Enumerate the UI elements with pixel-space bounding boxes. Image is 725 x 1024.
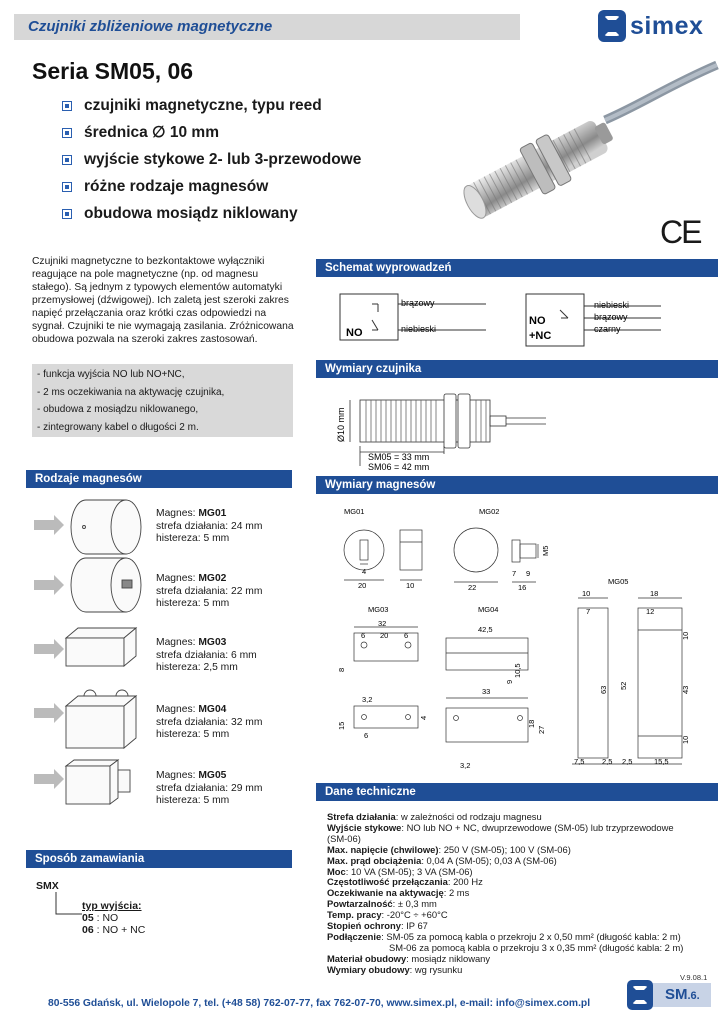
wire-label: niebieski bbox=[401, 324, 437, 334]
magnet-mg04-info: Magnes: MG04 strefa działania: 32 mm histereza: 5 mm bbox=[156, 704, 263, 740]
dimension-label: 10 bbox=[582, 589, 591, 598]
bullet-icon bbox=[62, 155, 72, 165]
order-field-label: typ wyjścia: bbox=[82, 900, 142, 912]
spec-row: Wymiary obudowy: wg rysunku bbox=[327, 963, 463, 975]
order-option: 06 : NO + NC bbox=[82, 924, 146, 936]
bullet-icon bbox=[62, 182, 72, 192]
dimension-label: 7 bbox=[586, 607, 591, 616]
simex-logo-icon bbox=[598, 10, 626, 42]
dimension-label: 42,5 bbox=[478, 625, 493, 634]
dimension-label: 22 bbox=[468, 583, 477, 592]
dimension-label: 10 bbox=[681, 631, 690, 640]
dimension-label: 9 bbox=[505, 679, 514, 684]
highlight-item: - obudowa z mosiądzu niklowanego, bbox=[37, 404, 199, 415]
spec-row: Strefa działania: w zależności od rodzaju magnesu bbox=[327, 811, 542, 822]
intro-text: Czujniki magnetyczne to bezkontaktowe wyłączniki reagujące na pole magnetyczne (np. od magnesu stałego). Są jednym z typowych elementów automatyki przemysłowej (dźwigowej). Ich zaletą jest szeroki zakres napięć przełączania oraz krótki czas odpowiedzi na sygnał. Czujniki te nie wymagają zasilania. Zróżnicowana obudowa pozwala na szeroki zakres zastosowań. bbox=[32, 256, 294, 345]
spec-row: Powtarzalność: ± 0,3 mm bbox=[327, 898, 437, 910]
bullet-icon bbox=[62, 209, 72, 219]
dimension-label: 43 bbox=[681, 685, 690, 694]
wire-label: czarny bbox=[594, 324, 621, 334]
dimension-label: 20 bbox=[358, 581, 367, 590]
magnet-illustrations bbox=[26, 498, 156, 808]
dimension-label: 2,5 bbox=[602, 757, 613, 766]
bullet-icon bbox=[62, 128, 72, 138]
ce-mark: CE bbox=[660, 214, 701, 250]
spec-row: Max. napięcie (chwilowe): 250 V (SM-05); 100 V (SM-06) bbox=[327, 843, 571, 855]
magnet-name: MG05 bbox=[198, 770, 227, 781]
dimension-label: 63 bbox=[599, 685, 608, 694]
magnet-mg03-info: Magnes: MG03 strefa działania: 6 mm histereza: 2,5 mm bbox=[156, 637, 257, 673]
spec-row: Moc: 10 VA (SM-05); 3 VA (SM-06) bbox=[327, 865, 473, 877]
magnet-name: MG04 bbox=[198, 704, 227, 715]
order-code-root: SMX bbox=[36, 880, 59, 892]
dimension-label: 18 bbox=[650, 589, 659, 598]
magnet-dimension-drawings bbox=[316, 498, 718, 774]
dimension-label: M5 bbox=[541, 545, 550, 556]
magnet-mg01-info: Magnes: MG01 strefa działania: 24 mm histereza: 5 mm bbox=[156, 508, 263, 544]
spec-row: Częstotliwość przełączania: 200 Hz bbox=[327, 876, 483, 888]
nc-label: +NC bbox=[529, 330, 552, 342]
header-bar bbox=[14, 14, 520, 40]
tech-specs bbox=[327, 812, 719, 976]
dimension-label: 27 bbox=[537, 725, 546, 734]
dimension-label: MG02 bbox=[479, 507, 500, 516]
dimension-label: 9 bbox=[526, 569, 531, 578]
section-magnet-dims-header: Wymiary magnesów bbox=[316, 476, 718, 494]
sensor-dimension-drawing bbox=[316, 382, 718, 474]
spec-row: Temp. pracy: -20°C ÷ +60°C bbox=[327, 909, 448, 921]
spec-row: Podłączenie: SM-05 za pomocą kabla o przekroju 2 x 0,50 mm² (długość kabla: 2 m) bbox=[327, 930, 681, 942]
dimension-label: 6 bbox=[361, 631, 366, 640]
dimension-label: 12 bbox=[646, 607, 655, 616]
dimension-label: 3,2 bbox=[362, 695, 373, 704]
category-title: Czujniki zbliżeniowe magnetyczne bbox=[28, 18, 273, 35]
dimension-label: 6 bbox=[364, 731, 369, 740]
magnet-name: MG02 bbox=[198, 573, 227, 584]
feature-item: wyjście stykowe 2- lub 3-przewodowe bbox=[62, 146, 361, 173]
wire-label: brązowy bbox=[401, 298, 435, 308]
dimension-label: 3,2 bbox=[460, 761, 471, 770]
page-title: Seria SM05, 06 bbox=[32, 58, 194, 84]
page-badge: SM.6. bbox=[627, 980, 713, 1010]
section-magnet-types-header: Rodzaje magnesów bbox=[26, 470, 292, 488]
dimension-label: 4 bbox=[419, 715, 428, 720]
order-code bbox=[36, 880, 146, 936]
feature-item: średnica ∅ 10 mm bbox=[62, 119, 361, 146]
dimension-label: 18 bbox=[527, 719, 536, 728]
dimension-label: 10 bbox=[681, 735, 690, 744]
dimension-label: 20 bbox=[380, 631, 389, 640]
wire-label: brązowy bbox=[594, 312, 628, 322]
dimension-label: 32 bbox=[378, 619, 387, 628]
spec-row: Wyjście stykowe: NO lub NO + NC, dwuprzewodowe (SM-05) lub trzyprzewodowe bbox=[327, 821, 674, 833]
dimension-label: 4 bbox=[362, 567, 367, 576]
sensor-photo bbox=[455, 60, 720, 235]
highlights-box bbox=[32, 364, 293, 437]
no-label: NO bbox=[529, 315, 546, 327]
spec-row: Oczekiwanie na aktywację: 2 ms bbox=[327, 887, 470, 899]
magnet-name: MG01 bbox=[198, 508, 227, 519]
dimension-label: MG03 bbox=[368, 605, 389, 614]
feature-list bbox=[62, 92, 361, 227]
section-wiring-header: Schemat wyprowadzeń bbox=[316, 259, 718, 277]
feature-item: obudowa mosiądz niklowany bbox=[62, 200, 361, 227]
wiring-diagram bbox=[316, 282, 718, 350]
dimension-label: 8 bbox=[337, 667, 346, 672]
dimension-label: MG04 bbox=[478, 605, 499, 614]
highlight-item: - zintegrowany kabel o długości 2 m. bbox=[37, 421, 199, 433]
feature-item: różne rodzaje magnesów bbox=[62, 173, 361, 200]
simex-logo bbox=[598, 10, 710, 44]
dimension-label: 15,5 bbox=[654, 757, 669, 766]
highlight-item: - funkcja wyjścia NO lub NO+NC, bbox=[37, 369, 185, 380]
spec-row: Stopień ochrony: IP 67 bbox=[327, 920, 428, 932]
magnet-mg02-info: Magnes: MG02 strefa działania: 22 mm histereza: 5 mm bbox=[156, 573, 263, 609]
highlight-item: - 2 ms oczekiwania na aktywację czujnika, bbox=[37, 386, 225, 398]
spec-row: SM-06 za pomocą kabla o przekroju 3 x 0,35 mm² (długość kabla: 2 m) bbox=[389, 941, 684, 953]
order-option: 05 : NO bbox=[82, 912, 119, 924]
magnet-mg05-info: Magnes: MG05 strefa działania: 29 mm histereza: 5 mm bbox=[156, 770, 263, 806]
dimension-label: MG05 bbox=[608, 577, 629, 586]
dimension-label: 10,5 bbox=[513, 663, 522, 678]
dimension-label: 2,5 bbox=[622, 757, 633, 766]
dimension-label: 15 bbox=[337, 721, 346, 730]
length-label: SM06 = 42 mm bbox=[368, 462, 430, 472]
footer-contact: 80-556 Gdańsk, ul. Wielopole 7, tel. (+48 58) 762-07-77, fax 762-07-70, www.simex.pl, e-mail: info@simex.com.pl bbox=[48, 998, 591, 1009]
dimension-label: 33 bbox=[482, 687, 491, 696]
bullet-icon bbox=[62, 101, 72, 111]
section-tech-header: Dane techniczne bbox=[316, 783, 718, 801]
spec-row: Materiał obudowy: mosiądz niklowany bbox=[327, 952, 491, 964]
dimension-label: 52 bbox=[619, 681, 628, 690]
version-label: V.9.08.1 bbox=[680, 973, 708, 982]
dimension-label: 16 bbox=[518, 583, 527, 592]
magnet-name: MG03 bbox=[198, 637, 227, 648]
dimension-label: 6 bbox=[404, 631, 409, 640]
length-label: SM05 = 33 mm bbox=[368, 452, 430, 462]
diameter-label: Ø10 mm bbox=[336, 407, 346, 442]
simex-logo-icon bbox=[627, 980, 653, 1010]
section-sensor-dims-header: Wymiary czujnika bbox=[316, 360, 718, 378]
dimension-label: 10 bbox=[406, 581, 415, 590]
section-order-header: Sposób zamawiania bbox=[26, 850, 292, 868]
dimension-label: MG01 bbox=[344, 507, 365, 516]
wire-label: niebieski bbox=[594, 300, 630, 310]
spec-row: (SM-06) bbox=[327, 832, 361, 844]
feature-item: czujniki magnetyczne, typu reed bbox=[62, 92, 361, 119]
brand-name: simex bbox=[630, 12, 704, 40]
dimension-label: 7 bbox=[512, 569, 517, 578]
spec-row: Max. prąd obciążenia: 0,04 A (SM-05); 0,03 A (SM-06) bbox=[327, 854, 557, 866]
dimension-label: 7,5 bbox=[574, 757, 585, 766]
no-label: NO bbox=[346, 327, 363, 339]
